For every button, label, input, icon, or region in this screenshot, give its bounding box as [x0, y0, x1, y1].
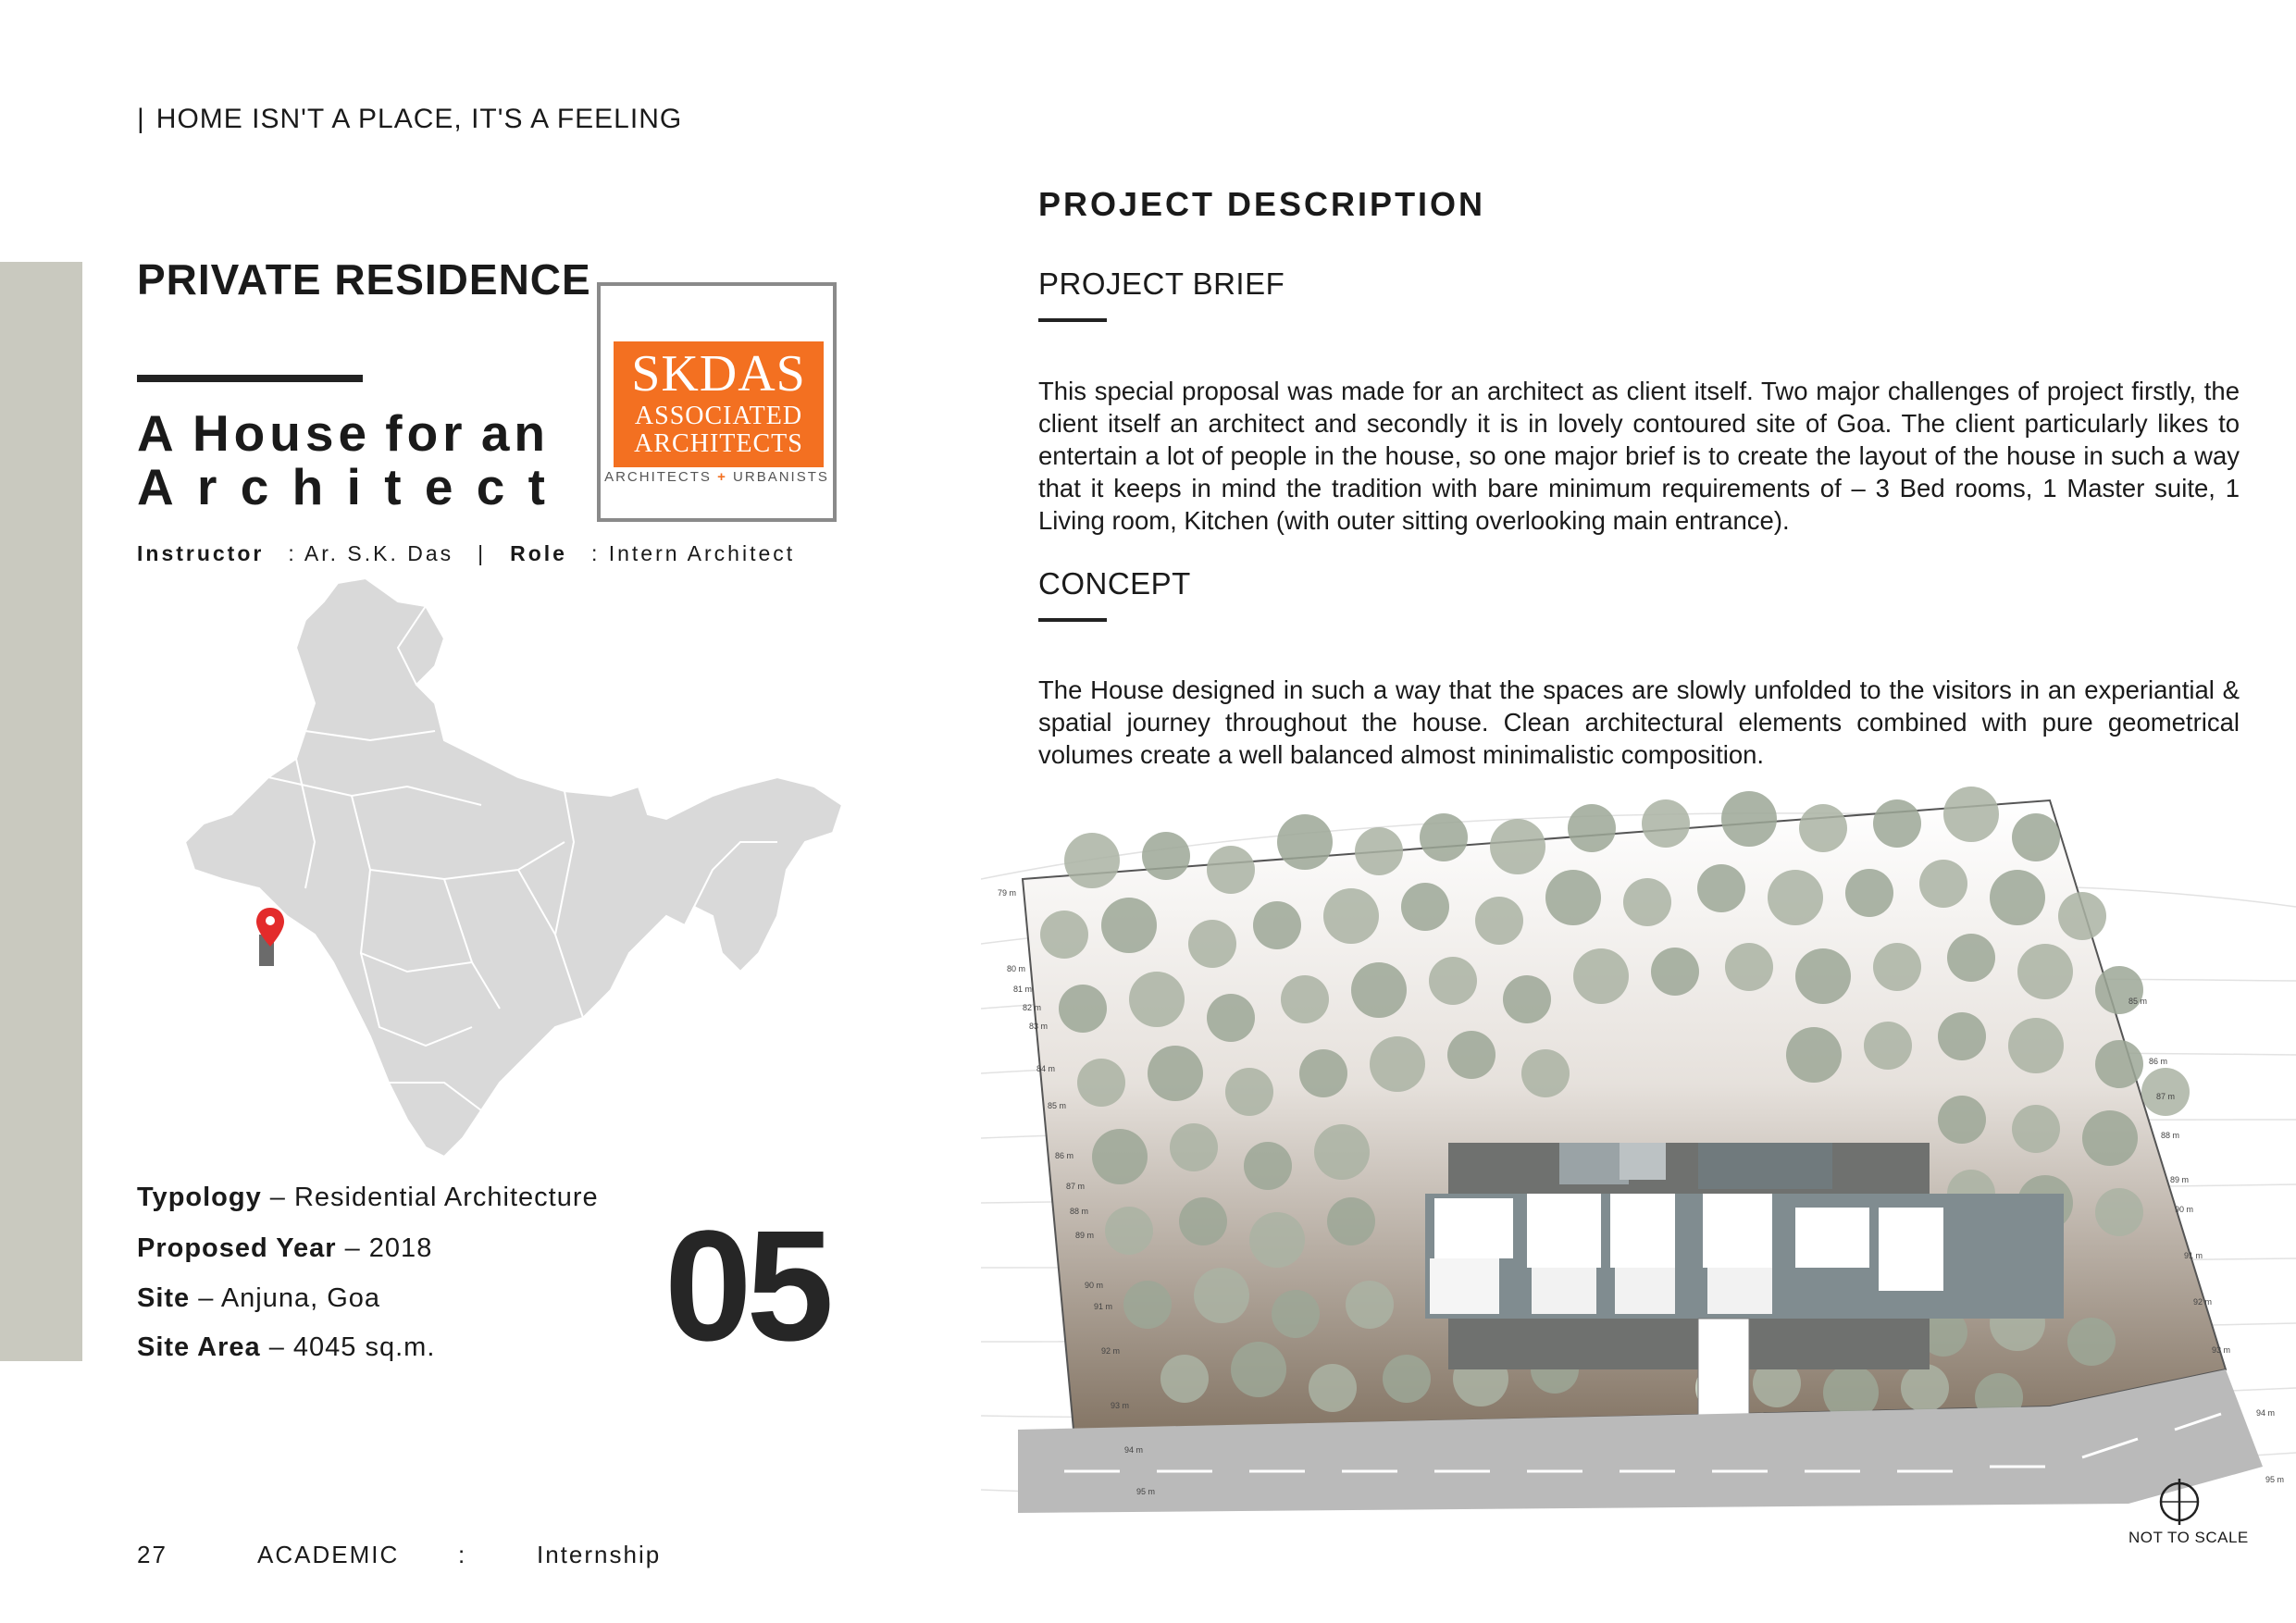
tree	[2067, 1318, 2116, 1366]
contour-label: 84 m	[1036, 1064, 1056, 1073]
contour-label: 86 m	[2149, 1057, 2168, 1066]
logo-orange-block	[614, 341, 824, 467]
typology-label: Typology	[137, 1183, 262, 1212]
tree	[1179, 1197, 1227, 1245]
tree	[1040, 911, 1088, 959]
contour-label: 87 m	[1066, 1182, 1086, 1191]
tree	[2082, 1110, 2138, 1166]
subtitle-word: i	[346, 457, 366, 515]
subtitle-word: House	[192, 404, 372, 462]
contour-label: 80 m	[1007, 964, 1026, 973]
tree	[2008, 1018, 2064, 1073]
tree	[1873, 799, 1921, 848]
contour-label: 95 m	[2265, 1475, 2285, 1484]
tree	[1309, 1364, 1357, 1412]
tree	[1281, 975, 1329, 1023]
tree	[1253, 901, 1301, 949]
tree	[1105, 1207, 1153, 1255]
footer-type: Internship	[537, 1541, 662, 1568]
subtitle-word: A	[137, 404, 179, 462]
tree	[1277, 814, 1333, 870]
tree	[2012, 1105, 2060, 1153]
tree	[1845, 869, 1893, 917]
tree	[1799, 804, 1847, 852]
info-area	[137, 1332, 435, 1363]
contour-label: 93 m	[1111, 1401, 1130, 1410]
side-accent-bar	[0, 262, 82, 1361]
tree	[1568, 804, 1616, 852]
tree	[1101, 898, 1157, 953]
tree	[1225, 1068, 1273, 1116]
typology-value: – Residential Architecture	[261, 1183, 599, 1212]
contour-label: 91 m	[2184, 1251, 2203, 1260]
logo-tag-left: ARCHITECTS	[604, 469, 712, 485]
contour-label: 93 m	[2212, 1345, 2231, 1355]
site-label: Site	[137, 1283, 191, 1313]
tree	[1938, 1012, 1986, 1060]
tree	[1077, 1059, 1125, 1107]
firm-logo	[597, 282, 837, 522]
tree	[1092, 1129, 1148, 1184]
contour-label: 87 m	[2156, 1092, 2176, 1101]
tagline-pipe: |	[137, 104, 145, 134]
india-outline	[185, 578, 842, 1157]
title-underline	[137, 375, 363, 382]
tree	[1503, 975, 1551, 1023]
subtitle-word: A	[137, 457, 179, 515]
brief-underline	[1038, 318, 1107, 322]
tree	[1188, 920, 1236, 968]
scale-note: NOT TO SCALE	[2128, 1529, 2249, 1546]
subtitle-word: r	[197, 457, 222, 515]
area-value: – 4045 sq.m.	[260, 1332, 436, 1362]
tree	[1623, 878, 1671, 926]
building-pool	[1559, 1143, 1629, 1184]
subtitle-word: c	[476, 457, 510, 515]
tree	[1355, 827, 1403, 875]
brief-heading: PROJECT BRIEF	[1038, 266, 1285, 301]
contour-label: 83 m	[1029, 1022, 1049, 1031]
tree	[1170, 1123, 1218, 1171]
tree	[1059, 985, 1107, 1033]
contour-label: 95 m	[1136, 1487, 1156, 1496]
tree	[1521, 1049, 1570, 1097]
subtitle-line-1	[137, 404, 550, 462]
tree	[1142, 832, 1190, 880]
entrance-stair	[1698, 1319, 1749, 1425]
contour-label: 92 m	[2193, 1297, 2213, 1307]
concept-heading: CONCEPT	[1038, 566, 1191, 601]
tree	[1231, 1342, 1286, 1397]
tree	[1346, 1281, 1394, 1329]
tree	[1194, 1268, 1249, 1323]
credits-line	[137, 541, 840, 566]
tree	[1901, 1364, 1949, 1412]
tree	[1938, 1096, 1986, 1144]
concept-text: The House designed in such a way that the spaces are slowly unfolded to the visitors in an experiantial & spatial journey throughout the house. Clean architectural elements combined with pure geometrical volumes create a well balanced almost minimalistic composition.	[1038, 675, 2240, 769]
contour-label: 94 m	[1124, 1445, 1144, 1455]
contour-label: 88 m	[1070, 1207, 1089, 1216]
tree	[1919, 860, 1967, 908]
tree	[1370, 1036, 1425, 1092]
tree	[2017, 944, 2073, 999]
concept-underline	[1038, 618, 1107, 622]
tree	[1725, 943, 1773, 991]
tree	[1272, 1290, 1320, 1338]
tree	[2095, 1040, 2143, 1088]
tree	[1990, 870, 2045, 925]
tree	[1207, 846, 1255, 894]
logo-line-associated: ASSOCIATED	[634, 402, 803, 430]
tree	[1651, 948, 1699, 996]
footer-section: ACADEMIC	[257, 1541, 400, 1568]
logo-tag-right: URBANISTS	[733, 469, 829, 485]
info-typology	[137, 1183, 599, 1213]
project-number: 05	[664, 1198, 829, 1374]
tree	[1383, 1355, 1431, 1403]
logo-line-architects: ARCHITECTS	[634, 429, 803, 458]
tree	[1795, 948, 1851, 1004]
contour-label: 81 m	[1013, 985, 1033, 994]
subtitle-line-2	[137, 457, 550, 515]
area-label: Site Area	[137, 1332, 261, 1362]
tree	[1351, 962, 1407, 1018]
tree	[1249, 1212, 1305, 1268]
tree	[1786, 1027, 1842, 1083]
logo-tag-plus: +	[717, 469, 727, 485]
contour-label: 90 m	[2175, 1205, 2194, 1214]
tree	[1314, 1124, 1370, 1180]
tree	[2058, 892, 2106, 940]
project-subtitle	[137, 404, 550, 515]
subtitle-word: an	[480, 404, 550, 462]
contour-label: 79 m	[998, 888, 1017, 898]
tree	[1123, 1281, 1172, 1329]
contour-label: 90 m	[1085, 1281, 1104, 1290]
role-label: Role	[510, 541, 567, 565]
tree	[1160, 1355, 1209, 1403]
tree	[1943, 787, 1999, 842]
brief-text: This special proposal was made for an architect as client itself. Two major challenges of project firstly, the client itself an architect and secondly it is in lovely contoured site of Goa. The client particularly likes to entertain a lot of people in the house, so one major brief is to create the layout of the house in such a way that it keeps in mind the tradition with bare minimum requirements of – 3 Bed rooms, 1 Master suite, 1 Living room, Kitchen (with outer sitting overlooking main entrance).	[1038, 377, 2240, 535]
credits-separator: |	[478, 541, 487, 565]
page-number: 27	[137, 1541, 168, 1568]
tree	[1697, 864, 1745, 912]
tree	[1768, 870, 1823, 925]
description-heading: PROJECT DESCRIPTION	[1038, 185, 1486, 223]
tree	[1642, 799, 1690, 848]
tree	[1148, 1046, 1203, 1101]
contour-label: 86 m	[1055, 1151, 1074, 1160]
instructor-label: Instructor	[137, 541, 265, 565]
north-arrow-icon	[2156, 1479, 2203, 1525]
tree	[1864, 1022, 1912, 1070]
tree	[1207, 994, 1255, 1042]
tree	[1721, 791, 1777, 847]
year-label: Proposed Year	[137, 1233, 337, 1263]
contour-label: 82 m	[1023, 1003, 1042, 1012]
tree	[2095, 1188, 2143, 1236]
instructor-group	[137, 541, 795, 566]
tree	[1490, 819, 1545, 874]
subtitle-word: c	[240, 457, 274, 515]
subtitle-word: t	[527, 457, 550, 515]
instructor-value: : Ar. S.K. Das	[288, 541, 454, 565]
site-value: – Anjuna, Goa	[190, 1283, 381, 1313]
tree	[1429, 957, 1477, 1005]
tree	[1420, 813, 1468, 861]
contour-label: 85 m	[2128, 997, 2148, 1006]
contour-label: 91 m	[1094, 1302, 1113, 1311]
subtitle-word: t	[384, 457, 406, 515]
logo-name: SKDAS	[631, 345, 806, 403]
india-map	[167, 564, 851, 1166]
tree	[2095, 966, 2143, 1014]
tree	[1323, 888, 1379, 944]
tree	[1327, 1197, 1375, 1245]
footer-colon: :	[458, 1541, 467, 1568]
tree	[1947, 934, 1995, 982]
subtitle-word: e	[424, 457, 458, 515]
info-year	[137, 1233, 432, 1264]
tree	[1873, 943, 1921, 991]
role-value: : Intern Architect	[590, 541, 796, 565]
contour-label: 89 m	[1075, 1231, 1095, 1240]
subtitle-word: for	[385, 404, 467, 462]
tree	[1475, 897, 1523, 945]
tree	[1299, 1049, 1347, 1097]
tree	[2012, 813, 2060, 861]
tree	[1573, 948, 1629, 1004]
tree	[1447, 1031, 1496, 1079]
page-tagline	[137, 104, 682, 135]
tree	[1244, 1142, 1292, 1190]
tree	[1401, 883, 1449, 931]
info-site	[137, 1283, 380, 1314]
contour-label: 88 m	[2161, 1131, 2180, 1140]
site-plan	[981, 787, 2296, 1536]
tagline-text: HOME ISN'T A PLACE, IT'S A FEELING	[155, 104, 683, 134]
contour-label: 89 m	[2170, 1175, 2190, 1184]
contour-label: 94 m	[2256, 1408, 2276, 1418]
tree	[1129, 972, 1185, 1027]
logo-tagline	[601, 469, 833, 485]
tree	[1545, 870, 1601, 925]
tree	[1064, 833, 1120, 888]
year-value: – 2018	[336, 1233, 433, 1263]
subtitle-word: h	[292, 457, 329, 515]
contour-label: 92 m	[1101, 1346, 1121, 1356]
project-title: PRIVATE RESIDENCE	[137, 255, 591, 304]
contour-label: 85 m	[1048, 1101, 1067, 1110]
